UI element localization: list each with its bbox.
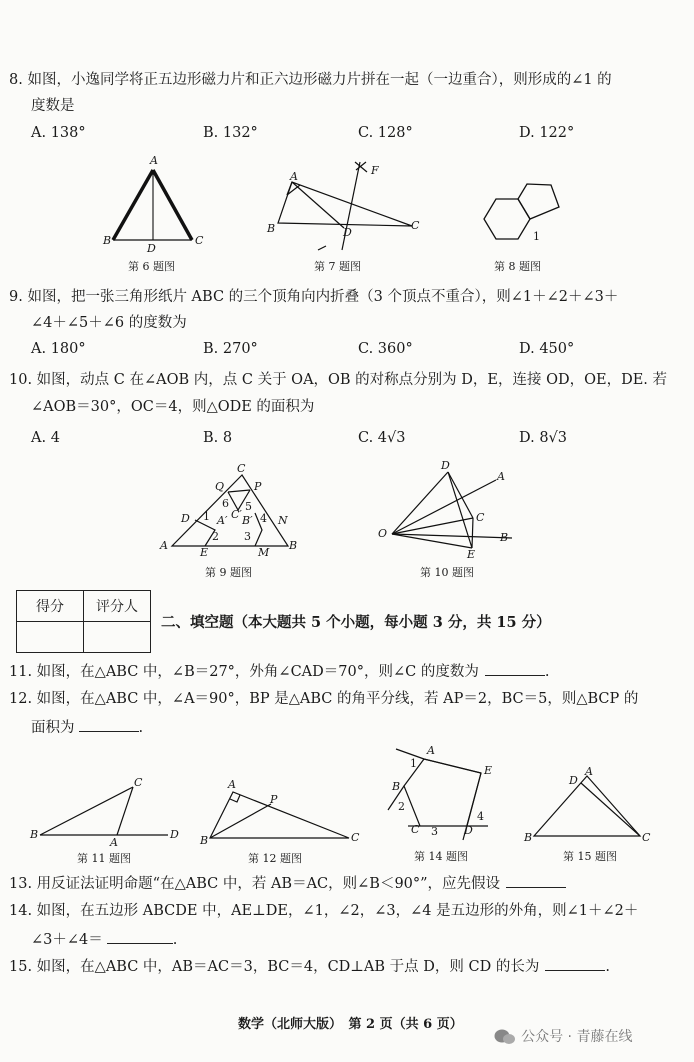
q10-option-c: C. 4√3 <box>358 430 406 446</box>
caption-fig7: 第 7 题图 <box>314 260 361 273</box>
fig14-label-4: 4 <box>477 810 484 823</box>
fig10-label-a: A <box>497 470 505 483</box>
watermark <box>494 1026 632 1046</box>
q10-text-line2: ∠AOB＝30°，OC＝4，则△ODE 的面积为 <box>31 399 315 415</box>
fig12-label-p: P <box>270 793 278 806</box>
fig6-label-b: B <box>103 234 112 247</box>
fig7-label-a: A <box>290 170 298 183</box>
q9-option-c: C. 360° <box>358 341 413 357</box>
q15-answer-blank[interactable] <box>545 970 605 971</box>
q8-text-line1: 8. 如图，小逸同学将正五边形磁力片和正六边形磁力片拼在一起（一边重合），则形成的∠1 的 <box>9 72 612 88</box>
fig14-label-c: C <box>411 823 420 836</box>
fig9-label-b: B <box>289 539 298 552</box>
fig8-label-angle1: 1 <box>533 230 540 243</box>
fig14-label-3: 3 <box>431 825 438 838</box>
q15-text: 15. 如图，在△ABC 中，AB＝AC＝3，BC＝4，CD⊥AB 于点 D，则 CD 的长为 . <box>9 959 610 975</box>
fig14-label-2: 2 <box>398 800 405 813</box>
caption-fig15: 第 15 题图 <box>563 850 617 863</box>
q9-option-b: B. 270° <box>203 341 258 357</box>
wechat-icon <box>494 1028 516 1046</box>
fig9-label-c-prime: C′ <box>231 508 242 521</box>
fig14-label-b: B <box>392 780 401 793</box>
fig9-label-2: 2 <box>212 530 219 543</box>
fig7-label-c: C <box>411 219 420 232</box>
caption-fig11: 第 11 题图 <box>77 852 131 865</box>
fig9-label-a-prime: A′ <box>217 514 228 527</box>
caption-fig12: 第 12 题图 <box>248 852 302 865</box>
fig9-label-d: D <box>181 512 190 525</box>
q14-stem-2: ∠3＋∠4＝ <box>31 932 103 948</box>
q15-stem: 15. 如图，在△ABC 中，AB＝AC＝3，BC＝4，CD⊥AB 于点 D，则 CD 的长为 <box>9 959 540 975</box>
figure-14 <box>388 749 488 840</box>
fig9-label-3: 3 <box>244 530 251 543</box>
fig9-label-n: N <box>278 514 288 527</box>
fig9-label-q: Q <box>215 480 225 493</box>
q8-text-line2: 度数是 <box>31 98 75 114</box>
q8-option-d: D. 122° <box>519 125 575 141</box>
q10-option-b: B. 8 <box>203 430 233 446</box>
q8-option-b: B. 132° <box>203 125 258 141</box>
fig14-label-d: D <box>464 824 473 837</box>
q14-answer-blank[interactable] <box>107 943 173 944</box>
fig11-label-c: C <box>134 776 143 789</box>
fig10-label-e: E <box>467 548 476 561</box>
figure-15 <box>534 776 640 836</box>
fig15-label-b: B <box>524 831 533 844</box>
q8-option-a: A. 138° <box>31 125 86 141</box>
fig9-label-5: 5 <box>245 500 252 513</box>
q12-text-line2: 面积为 . <box>31 720 144 736</box>
q11-stem: 11. 如图，在△ABC 中，∠B＝27°，外角∠CAD＝70°，则∠C 的度数为 <box>9 664 479 680</box>
q9-text-line1: 9. 如图，把一张三角形纸片 ABC 的三个顶角向内折叠（3 个顶点不重合），则∠1＋∠2＋∠3＋ <box>9 289 619 305</box>
q12-text-line1: 12. 如图，在△ABC 中，∠A＝90°，BP 是△ABC 的角平分线，若 AP＝2，BC＝5，则△BCP 的 <box>9 691 639 707</box>
q11-text: 11. 如图，在△ABC 中，∠B＝27°，外角∠CAD＝70°，则∠C 的度数为 . <box>9 664 550 680</box>
q10-option-d: D. 8√3 <box>519 430 568 446</box>
fig10-label-o: O <box>378 527 388 540</box>
grader-header: 评分人 <box>84 591 151 622</box>
fig7-label-d: D <box>343 226 352 239</box>
figure-12 <box>210 792 349 838</box>
q9-text-line2: ∠4＋∠5＋∠6 的度数为 <box>31 315 187 331</box>
fig6-label-a: A <box>150 154 158 167</box>
q14-text-line2: ∠3＋∠4＝ . <box>31 932 178 948</box>
q8-option-c: C. 128° <box>358 125 413 141</box>
q13-stem: 13. 用反证法证明命题“在△ABC 中，若 AB＝AC，则∠B＜90°”，应先假设 <box>9 876 501 892</box>
q9-option-a: A. 180° <box>31 341 86 357</box>
caption-fig6: 第 6 题图 <box>128 260 175 273</box>
q10-text-line1: 10. 如图，动点 C 在∠AOB 内，点 C 关于 OA，OB 的对称点分别为 D，E，连接 OD，OE，DE. 若 <box>9 372 668 388</box>
fig9-label-e: E <box>200 546 209 559</box>
caption-fig10: 第 10 题图 <box>420 566 474 579</box>
fig9-label-c: C <box>237 462 246 475</box>
fig14-label-e: E <box>484 764 493 777</box>
fig9-label-1: 1 <box>203 510 210 523</box>
q13-text <box>9 874 566 894</box>
fig6-label-d: D <box>147 242 156 255</box>
fig14-label-a: A <box>427 744 435 757</box>
fig15-label-c: C <box>642 831 651 844</box>
fig15-label-a: A <box>585 765 593 778</box>
page-footer: 数学（北师大版） 第 2 页（共 6 页） <box>238 1017 463 1032</box>
fig7-label-b: B <box>267 222 276 235</box>
fig11-label-d: D <box>170 828 179 841</box>
fig11-label-b: B <box>30 828 39 841</box>
fig15-label-d: D <box>569 774 578 787</box>
caption-fig14: 第 14 题图 <box>414 850 468 863</box>
fig12-label-c: C <box>351 831 360 844</box>
section-2-header: 二、填空题（本大题共 5 个小题，每小题 3 分，共 15 分） <box>161 614 551 631</box>
fig6-label-c: C <box>195 234 204 247</box>
fig12-label-a: A <box>228 778 236 791</box>
q9-option-d: D. 450° <box>519 341 575 357</box>
fig11-label-a: A <box>110 836 118 849</box>
fig10-label-b: B <box>500 531 509 544</box>
fig9-label-6: 6 <box>222 497 229 510</box>
q10-option-a: A. 4 <box>31 430 60 446</box>
q14-text-line1: 14. 如图，在五边形 ABCDE 中，AE⊥DE，∠1，∠2，∠3，∠4 是五边形的外角，则∠1＋∠2＋ <box>9 903 639 919</box>
watermark-text: 公众号 · 青藤在线 <box>521 1029 633 1045</box>
caption-fig9: 第 9 题图 <box>205 566 252 579</box>
figure-11 <box>40 787 168 835</box>
q12-stem-2: 面积为 <box>31 720 75 736</box>
fig9-label-m: M <box>258 546 270 559</box>
fig14-label-1: 1 <box>410 757 417 770</box>
fig7-label-f: F <box>371 164 379 177</box>
fig9-label-a: A <box>160 539 168 552</box>
fig9-label-4: 4 <box>260 512 267 525</box>
fig9-label-b-prime: B′ <box>242 514 253 527</box>
q13-answer-blank[interactable] <box>506 887 566 888</box>
fig10-label-d: D <box>441 459 450 472</box>
fig10-label-c: C <box>476 511 485 524</box>
score-header: 得分 <box>17 591 84 622</box>
fig12-label-b: B <box>200 834 209 847</box>
caption-fig8: 第 8 题图 <box>494 260 541 273</box>
fig9-label-p: P <box>254 480 262 493</box>
